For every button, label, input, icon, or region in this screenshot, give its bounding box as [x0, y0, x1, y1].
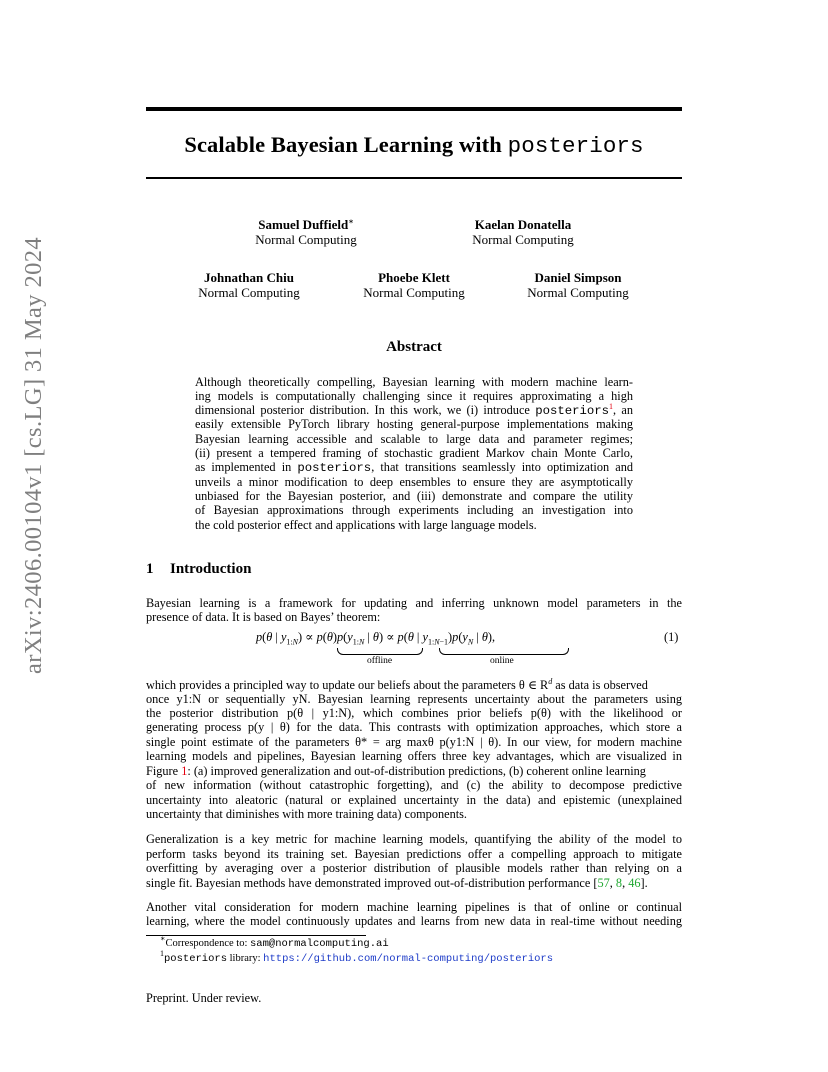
author-name: Kaelan Donatella	[474, 217, 572, 232]
body-line: Another vital consideration for modern machine learning pipelines is that of online or continual	[146, 900, 682, 914]
abstract-line: ing models is computationally challenging since it requires approximating a high	[195, 389, 633, 403]
citation-link[interactable]: 8	[615, 876, 623, 890]
abstract-line: unbiased for the Bayesian posterior, and (iii) demonstrate and compare the utility	[195, 489, 633, 503]
body-line: the posterior distribution p(θ | y1:N), which combines prior beliefs p(θ) with the likelihood or	[146, 706, 682, 720]
body-line: Bayesian learning is a framework for updating and inferring unknown model parameters in the	[146, 596, 682, 610]
body-line: Figure 1: (a) improved generalization and out-of-distribution predictions, (b) coherent online learning	[146, 764, 646, 778]
author-affiliation: Normal Computing	[198, 285, 300, 300]
body-line: which provides a principled way to update our beliefs about the parameters θ ∈ $R^d$ as data is observed	[146, 677, 648, 692]
footnote-2: $^1$posteriors library: https://github.com/normal-computing/posteriors	[160, 949, 554, 965]
abstract-line: of Bayesian approximations through experiments including an investigation into	[195, 503, 633, 517]
arxiv-identifier: arXiv:2406.00104v1 [cs.LG] 31 May 2024	[20, 236, 47, 674]
author-name: Phoebe Klett	[378, 270, 450, 285]
offline-brace	[337, 648, 423, 655]
abstract-line: Although theoretically compelling, Bayesian learning with modern machine learn-	[195, 375, 633, 389]
equation-number: (1)	[664, 630, 679, 644]
citation-link[interactable]: 57	[597, 876, 610, 890]
author-name: Samuel Duffield	[258, 217, 349, 232]
offline-label: offline	[367, 656, 393, 666]
body-line: learning models and pipelines, Bayesian learning offers three key advantages, which are visualized in	[146, 749, 682, 763]
abstract-line: (ii) present a tempered framing of stochastic gradient Markov chain Monte Carlo,	[195, 446, 633, 460]
body-line: once y1:N or sequentially yN. Bayesian learning represents uncertainty about the parameters using	[146, 692, 682, 706]
author-affiliation: Normal Computing	[363, 285, 465, 300]
github-link[interactable]: https://github.com/normal-computing/posteriors	[263, 953, 554, 965]
body-line: uncertainty into aleatoric (natural or explained uncertainty in the data) and epistemic (unexplained	[146, 793, 682, 807]
author-affiliation: Normal Computing	[527, 285, 629, 300]
author-affiliation: Normal Computing	[472, 232, 574, 247]
abstract-line: Bayesian learning accessible and scalable to large data and parameter regimes;	[195, 432, 633, 446]
abstract-line: the cold posterior effect and applications with large language models.	[195, 518, 537, 532]
abstract-line: easily extensible PyTorch library hosting general-purpose implementations making	[195, 417, 633, 431]
online-brace	[439, 648, 569, 655]
author-name: Johnathan Chiu	[204, 270, 294, 285]
citation-link[interactable]: 46	[628, 876, 641, 890]
abstract-line: as implemented in posteriors, that transitions seamlessly into optimization and	[195, 460, 634, 475]
online-label: online	[490, 656, 514, 666]
abstract-heading: Abstract	[386, 339, 442, 355]
section-number: 1	[146, 561, 154, 577]
abstract-line: unveils a minor modification to deep ensembles to ensure they are asymptotically	[195, 475, 633, 489]
author-affiliation: Normal Computing	[255, 232, 357, 247]
body-line: of new information (without catastrophic forgetting), and (c) the ability to decompose predictive	[146, 778, 682, 792]
abstract-line: dimensional posterior distribution. In this work, we (i) introduce posteriors$^1$, an	[195, 402, 633, 418]
author-5	[498, 270, 658, 300]
body-line: presence of data. It is based on Bayes’ theorem:	[146, 610, 381, 624]
author-2	[443, 217, 603, 247]
bayes-equation: p(θ | $y_{1:N}) \propto p(\theta)p(y_{1:N}$ | θ) ∝ p(θ | $y_{1:N-1})p(y_N$ | θ),	[256, 630, 496, 647]
body-line: overfitting by averaging over a posterior distribution of plausible models rather than relying on a	[146, 861, 682, 875]
body-line: generating process p(y | θ) for the data. This contrasts with optimization approaches, which store a	[146, 720, 682, 734]
body-line: Generalization is a key metric for machine learning models, quantifying the ability of the model to	[146, 832, 682, 846]
section-heading	[146, 561, 251, 578]
title-bottom-rule	[146, 177, 682, 179]
author-4	[334, 270, 494, 300]
body-line: learning, where the model continuously updates and learns from new data in real-time without needing	[146, 914, 682, 928]
body-line: uncertainty that diminishes with more training data) components.	[146, 807, 468, 821]
body-line: perform tasks beyond its training set. Bayesian predictions offer a compelling approach to mitigate	[146, 847, 682, 861]
title-code: posteriors	[507, 133, 644, 159]
author-3	[169, 270, 329, 300]
section-title: Introduction	[170, 561, 252, 577]
footnote-1: ∗Correspondence to: sam@normalcomputing.ai	[160, 934, 389, 950]
email-link[interactable]: sam@normalcomputing.ai	[250, 938, 389, 950]
body-line: single point estimate of the parameters θ* = arg maxθ p(y1:N | θ). In our view, for modern machine	[146, 735, 682, 749]
figure-link[interactable]: 1	[181, 764, 188, 778]
paper-title	[146, 132, 682, 159]
author-1	[226, 217, 386, 247]
footnote-link[interactable]: 1	[609, 402, 613, 411]
preprint-note: Preprint. Under review.	[146, 991, 262, 1005]
body-line: single fit. Bayesian methods have demonstrated improved out-of-distribution performance [57, 8, 46].	[146, 876, 648, 890]
correspondence-mark: ∗	[348, 217, 354, 226]
author-name: Daniel Simpson	[534, 270, 622, 285]
title-text: Scalable Bayesian Learning with	[184, 132, 502, 157]
title-top-rule	[146, 107, 682, 111]
footnote-rule	[146, 935, 366, 936]
